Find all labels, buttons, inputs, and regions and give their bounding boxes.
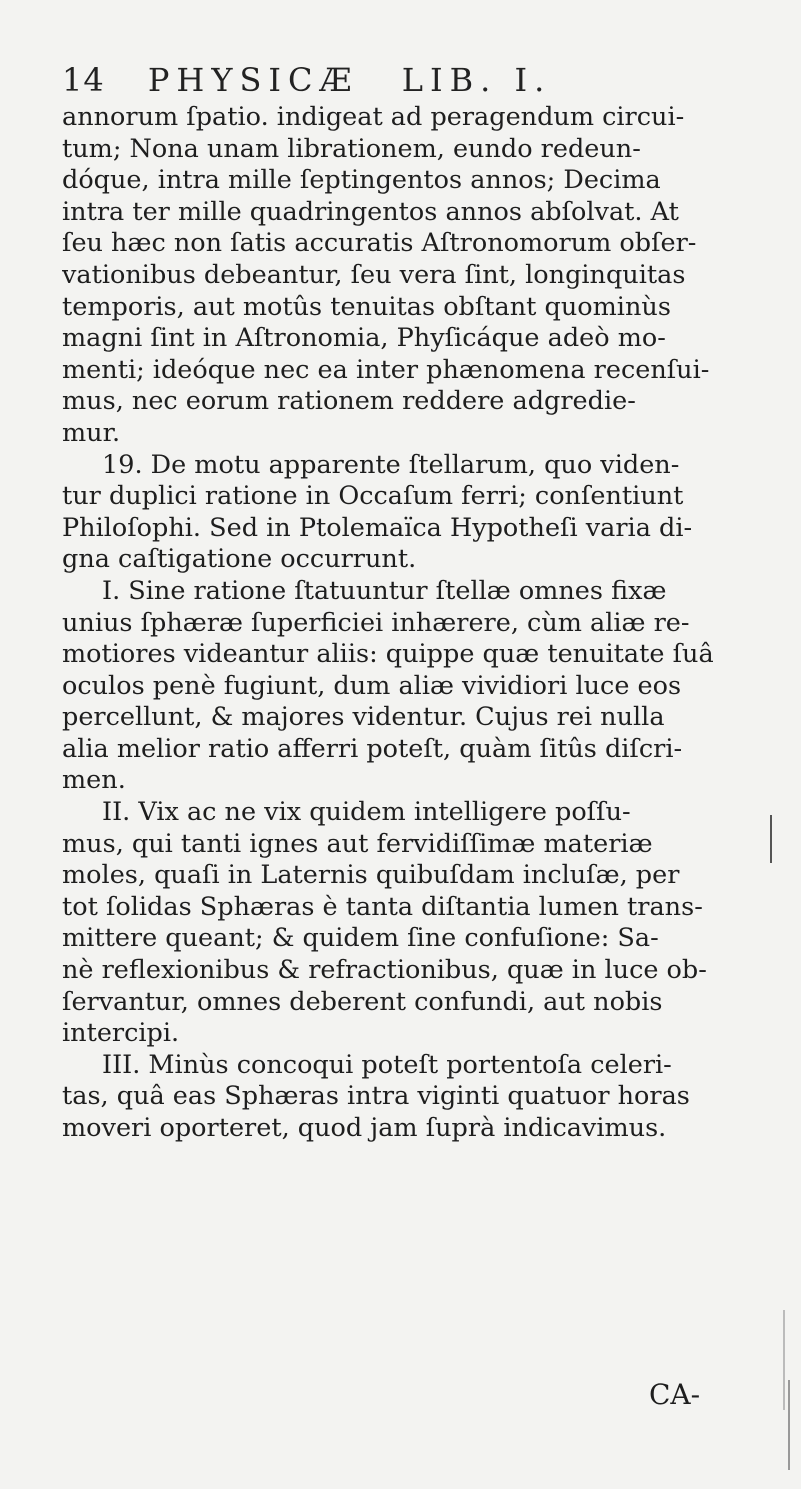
text-line: mur. [62,417,121,448]
text-line: tum; Nona unam librationem, eundo redeun- [62,133,641,164]
section-19-heading: 19. De motu apparente ſtellarum, quo viden- [102,449,680,480]
text-line: alia melior ratio afferri poteſt, quàm ſitûs diſcri- [62,733,683,764]
text-line: Philoſophi. Sed in Ptolemaïca Hypotheſi varia di- [62,512,693,543]
text-line: menti; ideóque nec ea inter phænomena recenſui- [62,354,710,385]
text-line: intercipi. [62,1018,180,1049]
text-line: mus, nec eorum rationem reddere adgredie- [62,386,636,417]
text-line: unius ſphæræ ſuperficiei inhærere, cùm aliæ re- [62,607,690,638]
margin-rule [783,1310,785,1410]
text-line: magni ſint in Aſtronomia, Phyſicáque adeò mo- [62,323,666,354]
running-head [62,60,582,100]
text-line: moveri oporteret, quod jam ſuprà indicavimus. [62,1113,667,1143]
text-line: gna caſtigatione occurrunt. [62,544,417,575]
text-line: nè reflexionibus & refractionibus, quæ in luce ob- [62,955,707,986]
text-line: mus, qui tanti ignes aut fervidiſſimæ materiæ [62,828,653,859]
text-line: intra ter mille quadringentos annos abſolvat. At [62,196,679,227]
text-line: dóque, intra mille ſeptingentos annos; Decima [62,165,661,196]
margin-rule [770,815,772,863]
text-line: ſervantur, omnes deberent confundi, aut nobis [62,986,663,1017]
text-line: mittere queant; & quidem ſine confuſione: Sa- [62,923,659,954]
margin-rule [788,1380,790,1470]
text-line: oculos penè fugiunt, dum aliæ vividiori luce eos [62,670,682,701]
text-line: temporis, aut motûs tenuitas obſtant quominùs [62,291,671,322]
running-title: PHYSICÆ [147,61,359,99]
text-line: moles, quaſi in Laternis quibuſdam incluſæ, per [62,860,680,891]
point-1-heading: I. Sine ratione ſtatuuntur ſtellæ omnes fixæ [102,575,667,606]
text-line: tot ſolidas Sphæras è tanta diſtantia lumen trans- [62,891,703,922]
point-3-heading: III. Minùs concoqui poteſt portentoſa celeri- [102,1049,672,1080]
page-number: 14 [62,61,105,99]
text-line: annorum ſpatio. indigeat ad peragendum circui- [62,102,685,132]
book-label: LIB. I. [401,61,552,99]
body-text [62,102,762,1145]
text-line: motiores videantur aliis: quippe quæ tenuitate ſuâ [62,639,714,670]
text-line: vationibus debeantur, ſeu vera ſint, longinquitas [62,259,686,290]
text-line: percellunt, & majores videntur. Cujus rei nulla [62,702,665,733]
text-line: ſeu hæc non ſatis accuratis Aſtronomorum obſer- [62,228,697,259]
text-line: tur duplici ratione in Occaſum ferri; conſentiunt [62,481,684,512]
text-line: tas, quâ eas Sphæras intra viginti quatuor horas [62,1081,690,1112]
point-2-heading: II. Vix ac ne vix quidem intelligere poſſu- [102,797,631,828]
catchword: CA- [649,1378,701,1411]
text-line: men. [62,765,126,796]
